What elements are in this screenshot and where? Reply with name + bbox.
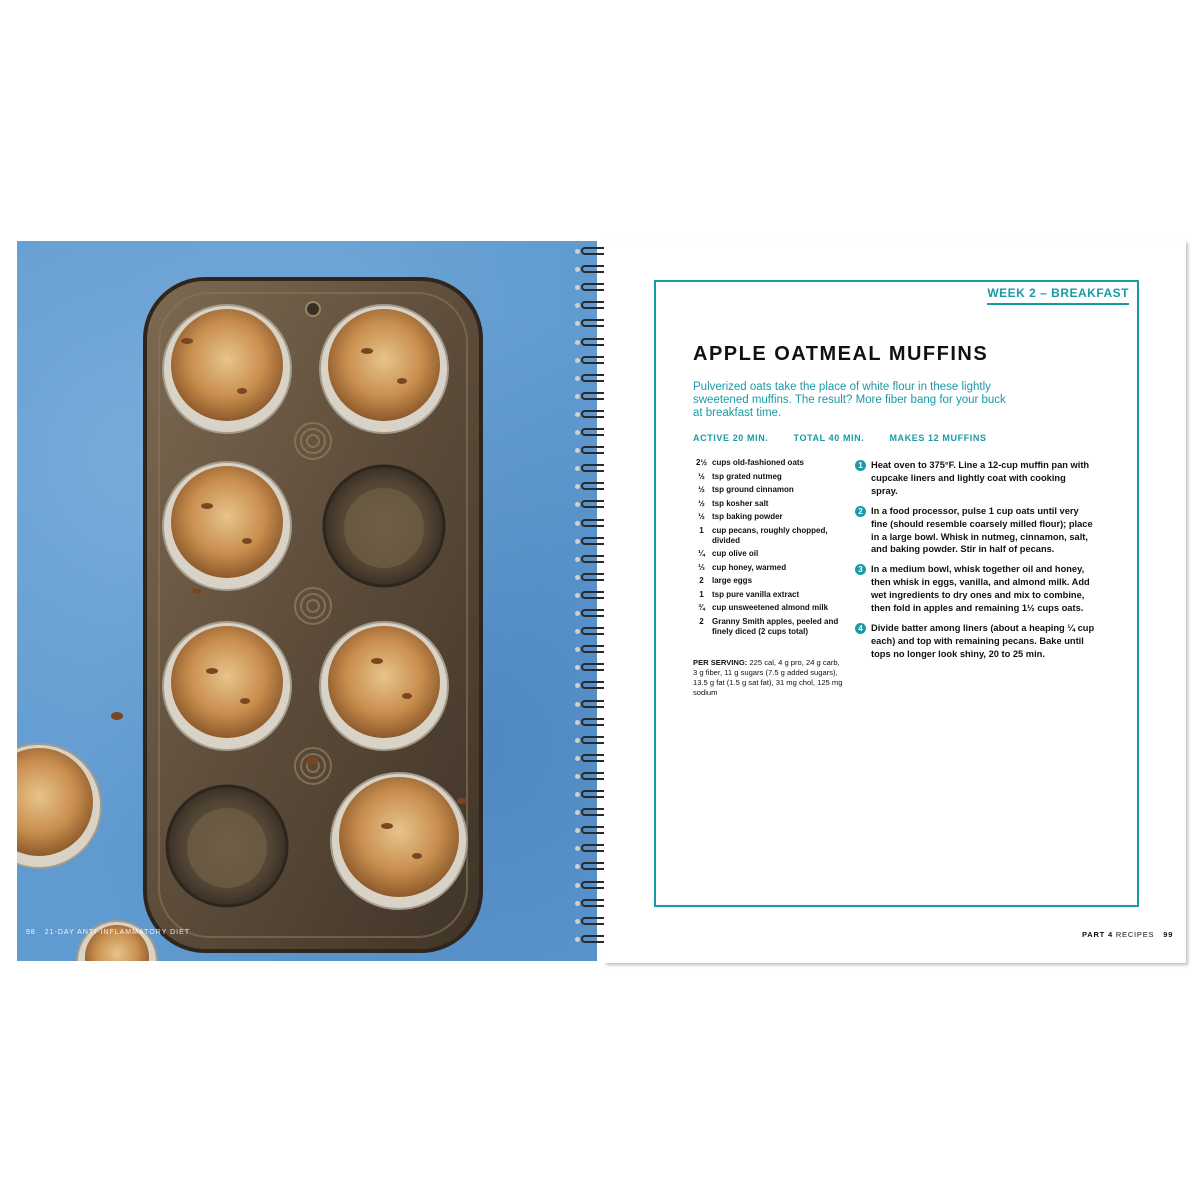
ingredient-text: tsp kosher salt xyxy=(712,498,769,508)
ingredient-text: cup honey, warmed xyxy=(712,562,787,572)
recipe-photo xyxy=(17,241,597,961)
step-number-badge: 2 xyxy=(855,506,866,517)
section-label: WEEK 2 – BREAKFAST xyxy=(987,286,1129,305)
step-number-badge: 4 xyxy=(855,623,866,634)
ingredient-text: cup unsweetened almond milk xyxy=(712,603,829,612)
ingredient-item xyxy=(693,563,843,573)
ingredient-item xyxy=(693,512,843,522)
step-text: In a medium bowl, whisk together oil and honey, then whisk in eggs, vanilla, and almond milk. Add wet ingredients to dry ones and mix to combine, then fold in apples and remaining 1½ cups oats. xyxy=(871,564,1090,614)
ingredient-item xyxy=(693,485,843,495)
step-number-badge: 3 xyxy=(855,564,866,575)
ingredient-qty: ½ xyxy=(698,498,705,508)
ingredient-qty: ½ xyxy=(698,485,705,494)
nutrition-label: PER SERVING: xyxy=(693,658,748,667)
ingredient-item xyxy=(693,603,843,613)
active-time: ACTIVE 20 MIN. xyxy=(693,433,769,443)
ingredient-text: tsp baking powder xyxy=(712,512,783,521)
ingredient-qty: 1 xyxy=(699,589,704,599)
ingredient-list xyxy=(693,458,843,640)
step-text: Heat oven to 375°F. Line a 12-cup muffin pan with cupcake liners and lightly coat with cooking spray. xyxy=(871,460,1090,496)
muffin-tin-illustration xyxy=(17,241,597,961)
nutrition-text: 225 cal, 4 g pro, 24 g carb, 3 g fiber, 11 g sugars (7.5 g added sugars), 13.5 g fat (1.5 g sat fat), 31 mg chol, 125 mg sodium xyxy=(693,658,843,697)
step-item xyxy=(855,459,1095,498)
ingredient-qty: ¼ xyxy=(698,549,705,558)
ingredient-qty: ¾ xyxy=(698,603,705,612)
step-number-badge: 1 xyxy=(855,460,866,471)
right-page-number: 99 xyxy=(1163,930,1174,939)
ingredient-item xyxy=(693,526,843,546)
ingredient-qty: ½ xyxy=(698,512,705,521)
ingredient-qty: ½ xyxy=(698,471,705,481)
footer-section: RECIPES xyxy=(1115,930,1155,939)
ingredient-qty: 1 xyxy=(699,525,704,535)
ingredient-qty: 2½ xyxy=(695,458,708,467)
ingredient-item xyxy=(693,472,843,482)
ingredient-text: tsp grated nutmeg xyxy=(712,471,782,481)
ingredient-text: Granny Smith apples, peeled and finely diced (2 cups total) xyxy=(712,616,839,636)
step-item xyxy=(855,563,1095,615)
ingredient-text: cup olive oil xyxy=(712,549,759,558)
recipe-intro: Pulverized oats take the place of white flour in these lightly sweetened muffins. The result? More fiber bang for your buck at breakfast time. xyxy=(693,381,1006,419)
left-page-number: 98 xyxy=(26,929,36,936)
step-text: In a food processor, pulse 1 cup oats until very fine (should resemble coarsely milled flour); place in a large bowl. Whisk in nutmeg, cinnamon, salt, and baking powder. Stir in half of pecans. xyxy=(871,505,1093,555)
ingredient-text: large eggs xyxy=(712,576,753,585)
ingredient-item xyxy=(693,576,843,586)
ingredient-text: tsp pure vanilla extract xyxy=(712,589,800,599)
ingredient-item xyxy=(693,458,843,468)
recipe-meta xyxy=(693,433,1009,443)
left-page-footer xyxy=(26,929,190,936)
yield: MAKES 12 MUFFINS xyxy=(889,433,987,443)
ingredient-text: tsp ground cinnamon xyxy=(712,485,794,494)
ingredient-item xyxy=(693,617,843,637)
footer-part: PART 4 xyxy=(1082,930,1113,939)
nutrition-info xyxy=(693,658,843,698)
step-item xyxy=(855,622,1095,661)
step-text: Divide batter among liners (about a heaping ¼ cup each) and top with remaining pecans. Bake until tops no longer look shiny, 20 to 25 min. xyxy=(871,622,1095,659)
ingredient-qty: ⅓ xyxy=(698,562,705,572)
right-page-footer xyxy=(1082,930,1173,939)
ingredient-text: cups old-fashioned oats xyxy=(712,458,805,467)
total-time: TOTAL 40 MIN. xyxy=(793,433,865,443)
ingredient-qty: 2 xyxy=(699,616,704,626)
left-running-title: 21-DAY ANTI-INFLAMMATORY DIET xyxy=(44,929,191,936)
step-item xyxy=(855,505,1095,557)
method-steps xyxy=(855,459,1095,668)
ingredient-item xyxy=(693,590,843,600)
ingredient-qty: 2 xyxy=(699,576,704,585)
ingredient-text: cup pecans, roughly chopped, divided xyxy=(712,525,828,545)
ingredient-item xyxy=(693,499,843,509)
ingredient-item xyxy=(693,549,843,559)
recipe-title: APPLE OATMEAL MUFFINS xyxy=(693,343,989,365)
